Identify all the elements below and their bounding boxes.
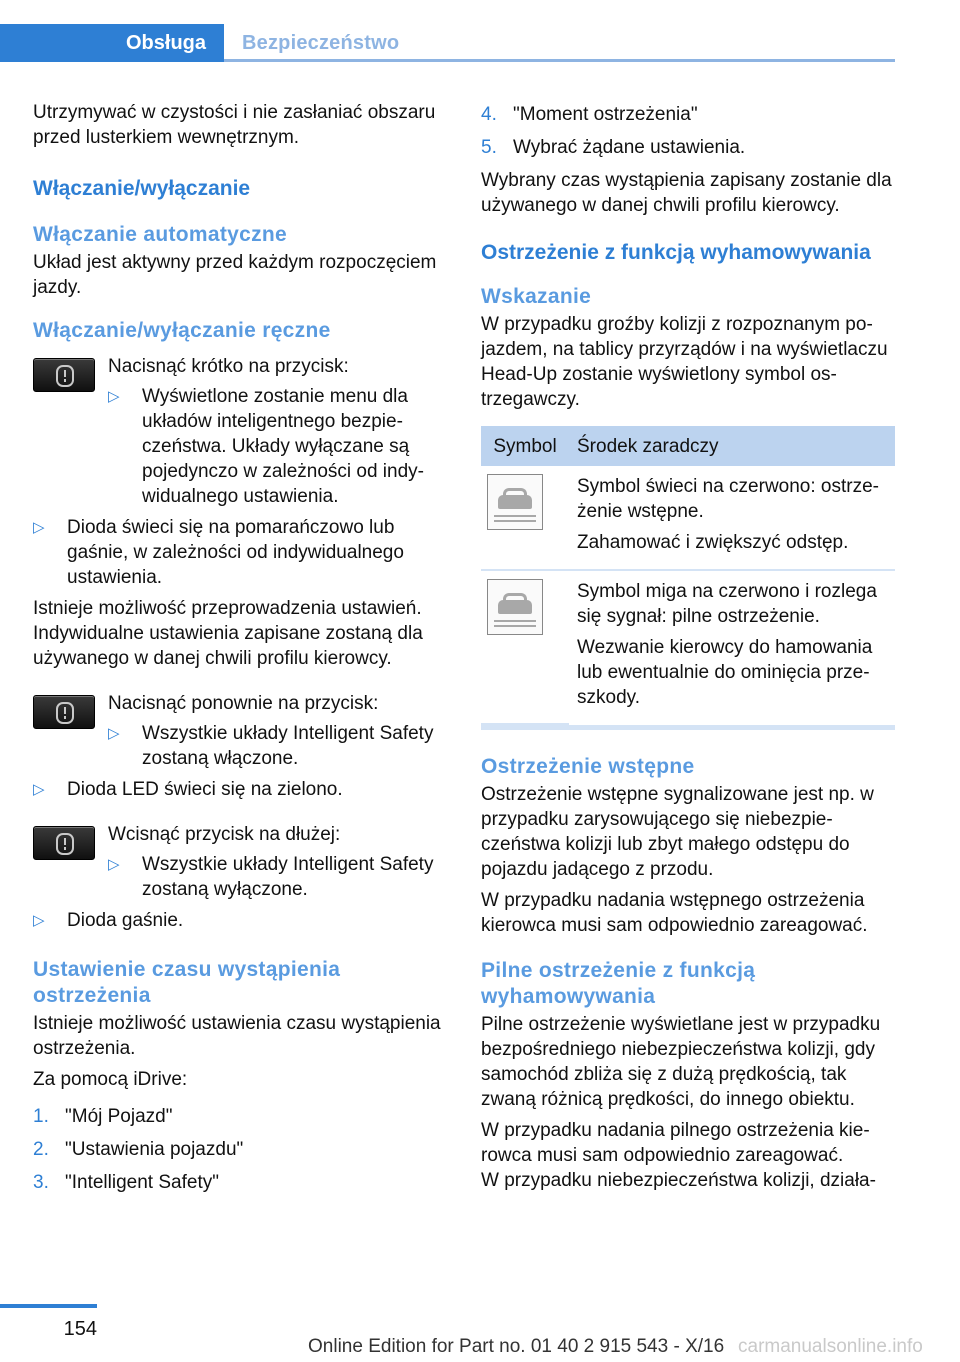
settings-possible-text: Istnieje możliwość przeprowadzenia ustawień. Indywidualne ustawienia zapisane zostaną dla używanego w danej chwili profilu kierowcy.	[33, 598, 423, 669]
intelligent-safety-button-icon	[33, 826, 95, 860]
auto-text: Układ jest aktywny przed każdym rozpoczęciem jazdy.	[33, 252, 437, 298]
list-item: ▷ Dioda LED świeci się na zielono.	[33, 779, 343, 800]
list-item: ▷ Wszystkie układy Intelligent Safety zostaną włączone.	[108, 723, 434, 769]
list-item: ▷ Dioda gaśnie.	[33, 910, 184, 931]
list-item: 5. Wybrać żądane ustawienia.	[481, 137, 746, 158]
triangle-right-icon: ▷	[108, 725, 120, 742]
intro-text: Utrzymywać w czystości i nie zasłaniać obszaru przed lusterkiem wewnętrznym.	[33, 102, 436, 148]
time-text: Istnieje możliwość ustawienia czasu wystąpienia ostrzeżenia.	[33, 1013, 441, 1059]
heading-on-off: Włączanie/wyłączanie	[33, 177, 251, 200]
table-row: Symbol świeci na czerwono: ostrzeżenie wstępne. Zahamować i zwiększyć odstęp.	[481, 466, 895, 570]
heading-urgent-warning: Pilne ostrzeżenie z funkcją wyhamowywania	[481, 959, 756, 1008]
chapter-header	[0, 0, 895, 62]
car-warning-icon	[487, 474, 543, 530]
watermark: carmanualsonline.info	[738, 1336, 923, 1357]
triangle-right-icon: ▷	[33, 781, 45, 798]
heading-warning-time: Ustawienie czasu wystąpienia ostrzeżenia	[33, 958, 341, 1007]
car-warning-icon	[487, 579, 543, 635]
triangle-right-icon: ▷	[33, 519, 45, 536]
idrive-text: Za pomocą iDrive:	[33, 1069, 188, 1090]
intelligent-safety-button-icon	[33, 358, 95, 392]
button-instruction-2	[33, 691, 448, 771]
edition-text: Online Edition for Part no. 01 40 2 915 543 - X/16	[308, 1336, 725, 1357]
list-item: 4. "Moment ostrzeżenia"	[481, 104, 698, 125]
pre-warning-text-1: Ostrzeżenie wstępne sygnalizowane jest np. w przypadku zarysowującego się niebezpieczeństwa kolizji lub zbyt małego odstępu do pojazdu jadącego z przodu.	[481, 784, 874, 880]
left-column	[33, 100, 448, 1203]
triangle-right-icon: ▷	[33, 912, 45, 929]
list-item: ▷ Wszystkie układy Intelligent Safety zostaną wyłączone.	[108, 854, 434, 900]
list-item: 2. "Ustawienia pojazdu"	[33, 1139, 244, 1160]
symbol-table	[481, 426, 895, 725]
pre-warning-text-2: W przypadku nadania wstępnego ostrzeżenia kierowca musi sam odpowiednio zareagować.	[481, 890, 868, 936]
list-item: 1. "Mój Pojazd"	[33, 1106, 173, 1127]
heading-auto: Włączanie automatyczne	[33, 223, 288, 246]
triangle-right-icon: ▷	[108, 856, 120, 873]
page-number: 154	[63, 1318, 97, 1340]
heading-manual: Włączanie/wyłączanie ręczne	[33, 319, 331, 342]
list-item: 3. "Intelligent Safety"	[33, 1172, 219, 1193]
urgent-text-1: Pilne ostrzeżenie wyświetlane jest w przypadku bezpośredniego niebezpieczeństwa kolizji, gdy samochód zbliża się z dużą prędkością, tak zwaną różnicą prędkości, do innego obiektu.	[481, 1014, 881, 1110]
table-end-rule	[481, 725, 895, 730]
saved-text: Wybrany czas wystąpienia zapisany zostanie dla używanego w danej chwili profilu kierowcy.	[481, 170, 892, 216]
triangle-right-icon: ▷	[108, 388, 120, 405]
urgent-text-3: W przypadku niebezpieczeństwa kolizji, działa-	[481, 1170, 876, 1191]
press-again-text: Nacisnąć ponownie na przycisk:	[108, 693, 379, 714]
urgent-text-2: W przypadku nadania pilnego ostrzeżenia kierowca musi sam odpowiednio zareagować.	[481, 1120, 870, 1166]
intelligent-safety-button-icon	[33, 695, 95, 729]
list-item: ▷ Wyświetlone zostanie menu dla układów inteligentnego bezpieczeństwa. Układy wyłączane są pojedynczo w zależności od indywidualnego ustawienia.	[108, 386, 424, 507]
button-instruction-3	[33, 822, 448, 902]
indication-text: W przypadku groźby kolizji z rozpoznanym pojazdem, na tablicy przyrządów i na wyświetlaczu Head-Up zostanie wyświetlony symbol ostrzegawczy.	[481, 314, 888, 410]
header-rule	[224, 59, 895, 62]
list-item: ▷ Dioda świeci się na pomarańczowo lub gaśnie, w zależności od indywidualnego ustawienia.	[33, 517, 404, 588]
right-column	[481, 100, 895, 1199]
column-header-remedy: Środek zaradczy	[569, 426, 895, 466]
button-instruction-1	[33, 354, 448, 509]
tab-obsluga[interactable]: Obsługa	[0, 24, 224, 62]
press-long-text: Wcisnąć przycisk na dłużej:	[108, 824, 341, 845]
heading-pre-warning: Ostrzeżenie wstępne	[481, 755, 695, 778]
tab-bezpieczenstwo[interactable]: Bezpieczeństwo	[242, 31, 400, 54]
press-short-text: Nacisnąć krótko na przycisk:	[108, 356, 349, 377]
heading-brake-warning: Ostrzeżenie z funkcją wyhamowywania	[481, 241, 871, 264]
heading-indication: Wskazanie	[481, 285, 592, 308]
table-row: Symbol miga na czerwono i rozlega się sygnał: pilne ostrzeżenie. Wezwanie kierowcy do hamowania lub ewentualnie do ominięcia przeszkody.	[481, 570, 895, 724]
page-number-rule	[0, 1304, 97, 1308]
column-header-symbol: Symbol	[481, 426, 569, 466]
